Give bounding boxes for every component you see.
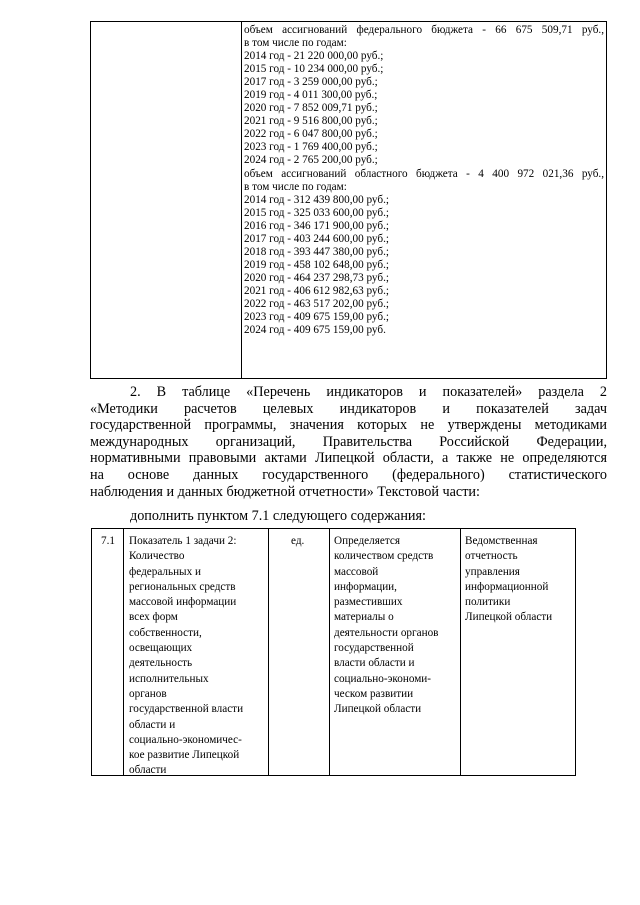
cell-line: органов [129,687,167,700]
funding-line: 2024 год - 409 675 159,00 руб. [244,324,386,337]
unit-cell [291,534,304,549]
funding-line: 2019 год - 458 102 648,00 руб.; [244,258,389,271]
funding-details-cell [244,24,604,337]
cell-line: разместивших [334,596,403,609]
cell-line: собственности, [129,626,202,639]
funding-line: 2020 год - 7 852 009,71 руб.; [244,102,378,115]
funding-line: 2017 год - 403 244 600,00 руб.; [244,232,389,245]
table-column-divider [241,22,242,378]
funding-line: 2016 год - 346 171 900,00 руб.; [244,219,389,232]
cell-line: информационной [465,580,549,593]
funding-line: 2014 год - 21 220 000,00 руб.; [244,50,384,63]
cell-line: области [129,764,167,777]
paragraph-line: на основе данных государственного (федерального) статистического [90,466,607,483]
funding-line: 2014 год - 312 439 800,00 руб.; [244,193,389,206]
cell-line: региональных средств [129,580,236,593]
funding-line: 2023 год - 409 675 159,00 руб.; [244,311,389,324]
cell-line: власти области и [334,657,415,670]
cell-line: отчетность [465,550,518,563]
data-source-cell [465,534,552,626]
item-number [101,534,115,549]
cell-line: всех форм [129,611,178,624]
cell-line: политики [465,596,511,609]
cell-line: ческом развитии [334,687,414,700]
cell-line: управления [465,565,520,578]
column-divider [460,529,461,775]
paragraph-line: «Методики расчетов целевых индикаторов и показателей задач [90,400,607,417]
addendum-line: дополнить пунктом 7.1 следующего содержания: [130,508,426,524]
paragraph-line: наблюдения и данных бюджетной отчетности» Текстовой части: [90,483,480,500]
funding-line: в том числе по годам: [244,37,347,50]
cell-line: деятельность [129,657,193,670]
cell-line: области и [129,718,176,731]
paragraph-line: государственной программы, значения которых не утверждены методиками [90,417,607,434]
cell-line: Ведомственная [465,535,538,547]
column-divider [268,529,269,775]
cell-line: федеральных и [129,565,201,578]
amendment-paragraph [90,384,607,500]
funding-line: 2021 год - 406 612 982,63 руб.; [244,284,389,297]
funding-line: 2020 год - 464 237 298,73 руб.; [244,271,389,284]
cell-line: кое развитие Липецкой [129,749,240,762]
funding-line: в том числе по годам: [244,180,347,193]
cell-line: информации, [334,580,397,593]
funding-line: 2023 год - 1 769 400,00 руб.; [244,141,378,154]
regional-budget-total: объем ассигнований областного бюджета - 4 400 972 021,36 руб., [244,167,604,180]
column-divider [123,529,124,775]
funding-line: 2021 год - 9 516 800,00 руб.; [244,115,378,128]
cell-line: исполнительных [129,672,209,685]
cell-line: освещающих [129,642,193,655]
item-number-text: 7.1 [101,535,115,547]
cell-line: материалы о [334,611,394,624]
funding-line: 2015 год - 325 033 600,00 руб.; [244,206,389,219]
funding-line: 2019 год - 4 011 300,00 руб.; [244,89,378,102]
cell-line: социально-экономи- [334,672,432,685]
cell-line: государственной [334,642,414,655]
cell-line: деятельности органов [334,626,439,639]
cell-line: Липецкой области [334,703,422,716]
cell-line: социально-экономичес- [129,733,242,746]
indicator-name-cell [129,534,243,779]
cell-line: Липецкой области [465,611,553,624]
unit-text: ед. [291,535,305,547]
cell-line: Количество [129,550,185,563]
funding-line: 2024 год - 2 765 200,00 руб.; [244,154,378,167]
cell-line: государственной власти [129,703,244,716]
funding-line: 2015 год - 10 234 000,00 руб.; [244,63,384,76]
funding-line: 2022 год - 463 517 202,00 руб.; [244,297,389,310]
indicator-table [91,528,576,776]
column-divider [329,529,330,775]
paragraph-line: нормативными правовыми актами Липецкой области, а также не определяются [90,450,607,467]
cell-line: количеством средств [334,550,434,563]
funding-line: 2017 год - 3 259 000,00 руб.; [244,76,378,89]
federal-budget-total: объем ассигнований федерального бюджета - 66 675 509,71 руб., [244,24,604,36]
funding-line: 2018 год - 393 447 380,00 руб.; [244,245,389,258]
paragraph-line: 2. В таблице «Перечень индикаторов и показателей» раздела 2 [130,384,607,400]
paragraph-line: международных организаций, Правительства Российской Федерации, [90,433,607,450]
calculation-method-cell [334,534,438,718]
funding-table [90,21,607,379]
cell-line: массовой [334,565,379,578]
cell-line: Показатель 1 задачи 2: [129,535,237,547]
cell-line: массовой информации [129,596,237,609]
cell-line: Определяется [334,535,400,547]
funding-line: 2022 год - 6 047 800,00 руб.; [244,128,378,141]
